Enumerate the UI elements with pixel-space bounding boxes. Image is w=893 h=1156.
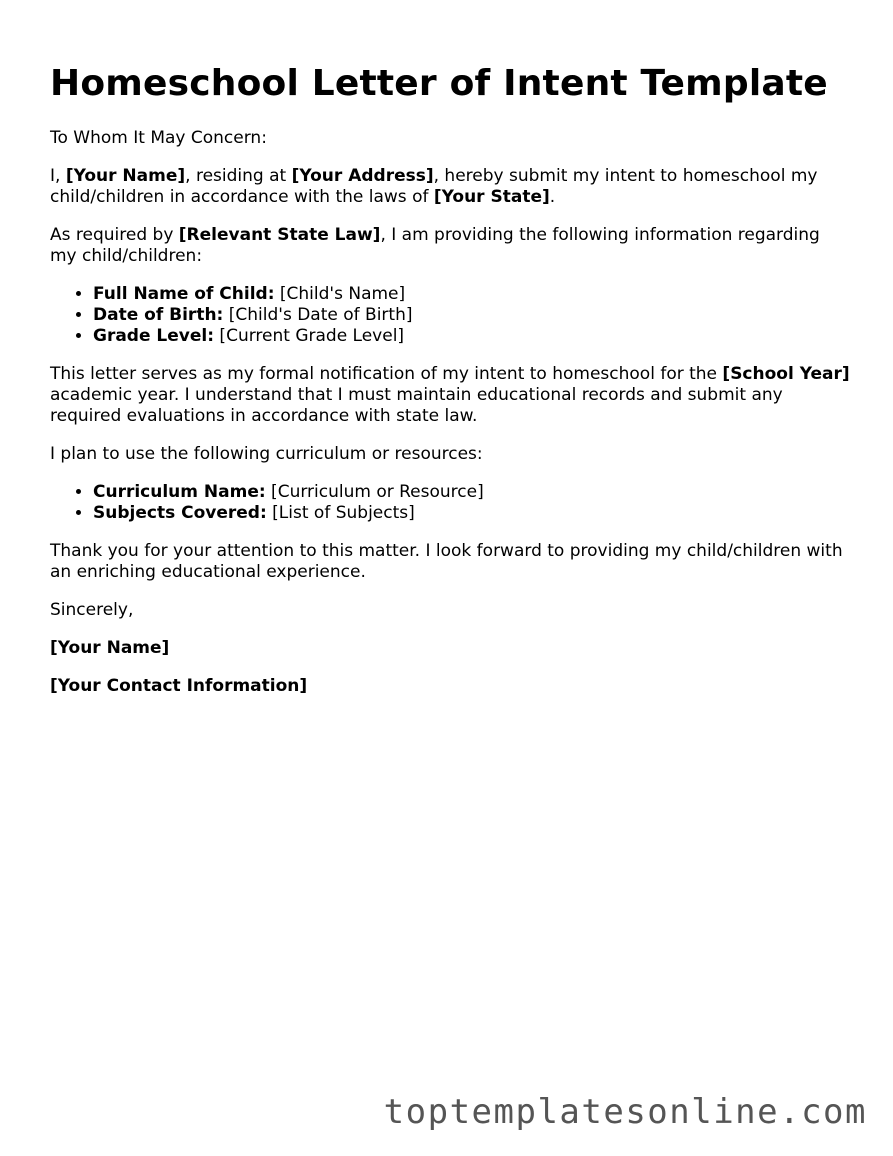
list-item-value: [Child's Date of Birth] <box>223 305 413 325</box>
list-item <box>93 503 850 524</box>
placeholder-your-state: [Your State] <box>433 187 550 207</box>
curriculum-list <box>50 482 850 524</box>
list-item-label: Date of Birth: <box>93 305 224 325</box>
placeholder-school-year: [School Year] <box>722 364 850 384</box>
placeholder-your-name: [Your Name] <box>65 166 186 186</box>
watermark: toptemplatesonline.com <box>383 1092 867 1132</box>
signature-name: [Your Name] <box>50 638 170 658</box>
list-item <box>93 482 850 503</box>
salutation: To Whom It May Concern: <box>50 128 267 148</box>
list-item-label: Grade Level: <box>93 326 215 346</box>
list-item-label: Curriculum Name: <box>93 482 266 502</box>
list-item <box>93 305 850 326</box>
list-item-label: Full Name of Child: <box>93 284 275 304</box>
list-item-value: [Child's Name] <box>274 284 406 304</box>
intro-paragraph: I, [Your Name], residing at [Your Address], hereby submit my intent to homeschool my child/children in accordance with the laws of [Your State]. <box>50 166 818 207</box>
document-page <box>50 62 850 714</box>
notification-paragraph: This letter serves as my formal notification of my intent to homeschool for the [School Year] academic year. I understand that I must maintain educational records and submit any required evaluations in accordance with state law. <box>50 364 850 426</box>
signoff: Sincerely, <box>50 600 134 620</box>
list-item-value: [List of Subjects] <box>266 503 415 523</box>
list-item <box>93 284 850 305</box>
list-item-value: [Current Grade Level] <box>214 326 405 346</box>
placeholder-your-address: [Your Address] <box>291 166 434 186</box>
page-title: Homeschool Letter of Intent Template <box>50 63 828 104</box>
signature-contact: [Your Contact Information] <box>50 676 308 696</box>
curriculum-intro: I plan to use the following curriculum or resources: <box>50 444 483 464</box>
requirement-paragraph: As required by [Relevant State Law], I am providing the following information regarding my child/children: <box>50 225 820 266</box>
list-item <box>93 326 850 347</box>
closing-paragraph: Thank you for your attention to this matter. I look forward to providing my child/children with an enriching educational experience. <box>50 541 843 582</box>
list-item-value: [Curriculum or Resource] <box>265 482 484 502</box>
placeholder-state-law: [Relevant State Law] <box>178 225 381 245</box>
child-info-list <box>50 284 850 347</box>
list-item-label: Subjects Covered: <box>93 503 267 523</box>
